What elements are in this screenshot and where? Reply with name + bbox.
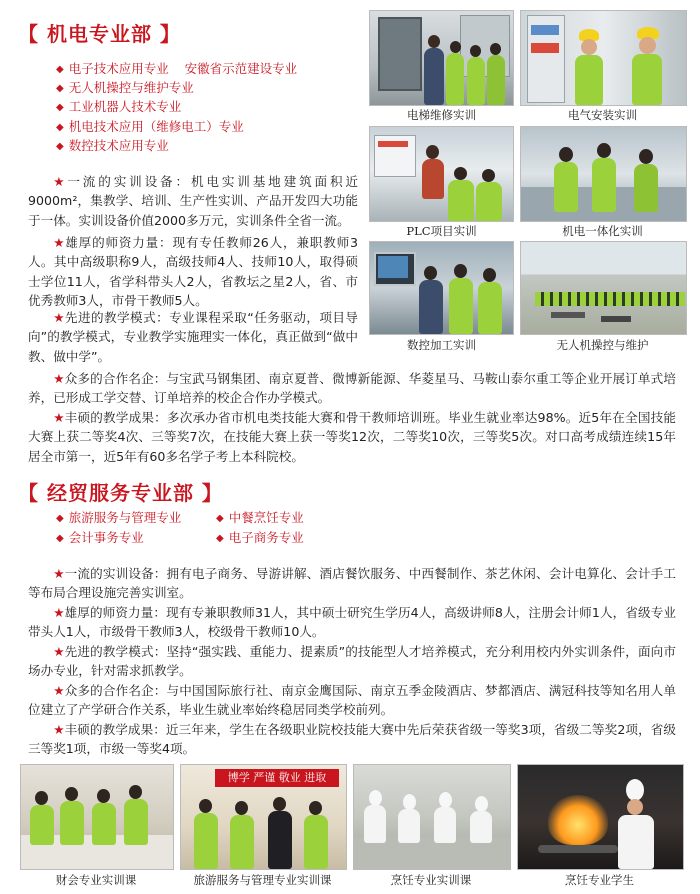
diamond-bullet-icon: ◆ — [56, 513, 64, 524]
dept1-para-teachers: ★雄厚的师资力量：现有专任教师26人，兼职教师3人。其中高级职称9人，高级技师4人、技师10人，取得硕士学位11人，省学科带头人2人，省教坛之星2人，省、市优秀教师3人，市骨干教师5人。 — [28, 235, 358, 308]
dept1-para-achievements: ★丰硕的教学成果：多次承办省市机电类技能大赛和骨干教师培训班。毕业生就业率达98%。近5年在全国技能大赛上获二等奖4次、三等奖7次，在技能大赛上获一等奖12次，二等奖10次，三等奖5次。对口高考成绩连续15年居全市第一，近5年有60多名学子考上本科院校。 — [28, 410, 676, 464]
diamond-bullet-icon: ◆ — [56, 533, 64, 544]
dept1-major-4: ◆ 机电技术应用（维修电工）专业 — [56, 119, 244, 134]
major-honor-note: 安徽省示范建设专业 — [184, 61, 298, 76]
caption-cnc-machining: 数控加工实训 — [407, 338, 476, 352]
photo-accounting-class — [20, 764, 174, 870]
dept1-para-teaching-mode: ★先进的教学模式：专业课程采取“任务驱动，项目导向”的教学模式，专业教学实施理实一体化，真正做到“做中教、做中学”。 — [28, 310, 359, 364]
dept2-para-equipment: ★一流的实训设备：拥有电子商务、导游讲解、酒店餐饮服务、中西餐制作、茶艺休闲、会计电算化、会计手工等布局合理设施完善实训室。 — [28, 566, 676, 601]
dept1-major-3: ◆ 工业机器人技术专业 — [56, 99, 182, 114]
dept2-para-partners: ★众多的合作名企：与中国国际旅行社、南京金鹰国际、南京五季金陵酒店、梦都酒店、满冠科技等知名用人单位建立了产学研合作关系，毕业生就业率始终稳居同类学校前列。 — [28, 683, 676, 718]
photo-plc-project — [369, 126, 514, 222]
dept2-para-teachers: ★雄厚的师资力量：现有专兼职教师31人，其中硕士研究生学历4人，高级讲师8人，注册会计师1人，省级专业带头人1人，市级骨干教师3人，校级骨干教师10人。 — [28, 605, 676, 640]
diamond-bullet-icon: ◆ — [216, 533, 224, 544]
dept1-title: 【 机电专业部 】 — [18, 22, 181, 46]
caption-cooking-student: 烹饪专业学生 — [565, 873, 634, 887]
diamond-bullet-icon: ◆ — [56, 122, 64, 133]
dept1-para-equipment: ★一流的实训设备：机电实训基地建筑面积近9000m²，集教学、培训、生产性实训、产品开发四大功能于一体。实训设备价值2000多万元，实训条件全省一流。 — [28, 174, 359, 228]
photo-elevator-repair — [369, 10, 514, 106]
dept1-para-partners: ★众多的合作名企：与宝武马钢集团、南京夏普、微博新能源、华菱星马、马鞍山泰尔重工等企业开展订单式培养，已形成工学交替、订单培养的校企合作办学模式。 — [28, 371, 676, 406]
diamond-bullet-icon: ◆ — [56, 64, 64, 75]
diamond-bullet-icon: ◆ — [56, 102, 64, 113]
caption-plc-project: PLC项目实训 — [406, 224, 477, 238]
dept2-para-teaching-mode: ★先进的教学模式：坚持“强实践、重能力、提素质”的技能型人才培养模式，充分利用校内外实训条件，面向市场办专业，针对需求抓教学。 — [28, 644, 677, 679]
caption-drone-operation: 无人机操控与维护 — [556, 338, 649, 352]
diamond-bullet-icon: ◆ — [216, 513, 224, 524]
photo-drone-operation — [520, 241, 687, 335]
photo-tourism-class — [180, 764, 347, 870]
dept2-major-accounting: ◆ 会计事务专业 — [56, 530, 144, 545]
photo-mechatronics — [520, 126, 687, 222]
caption-electrical-install: 电气安装实训 — [568, 108, 637, 122]
diamond-bullet-icon: ◆ — [56, 141, 64, 152]
photo-cooking-student — [517, 764, 684, 870]
photo-cooking-class — [353, 764, 511, 870]
caption-mechatronics: 机电一体化实训 — [562, 224, 643, 238]
dept2-major-ecommerce: ◆ 电子商务专业 — [216, 530, 304, 545]
caption-cooking-class: 烹饪专业实训课 — [390, 873, 472, 887]
diamond-bullet-icon: ◆ — [56, 83, 64, 94]
dept2-para-achievements: ★丰硕的教学成果：近三年来，学生在各级职业院校技能大赛中先后荣获省级一等奖3项，省级二等奖2项，省级三等奖1项，市级一等奖4项。 — [28, 722, 677, 757]
photo-cnc-machining — [369, 241, 514, 335]
dept2-major-cuisine: ◆ 中餐烹饪专业 — [216, 510, 304, 525]
dept1-major-1: ◆ 电子技术应用专业 安徽省示范建设专业 — [56, 61, 298, 76]
school-motto-banner: 博学 严谨 敬业 进取 — [215, 769, 339, 787]
dept2-title: 【 经贸服务专业部 】 — [18, 481, 223, 505]
photo-electrical-install — [520, 10, 687, 106]
caption-tourism-class: 旅游服务与管理专业实训课 — [193, 873, 332, 887]
dept1-major-2: ◆ 无人机操控与维护专业 — [56, 80, 194, 95]
caption-accounting-class: 财会专业实训课 — [55, 873, 137, 887]
caption-elevator-repair: 电梯维修实训 — [407, 108, 476, 122]
dept1-major-5: ◆ 数控技术应用专业 — [56, 138, 169, 153]
dept2-major-tourism: ◆ 旅游服务与管理专业 — [56, 510, 182, 525]
